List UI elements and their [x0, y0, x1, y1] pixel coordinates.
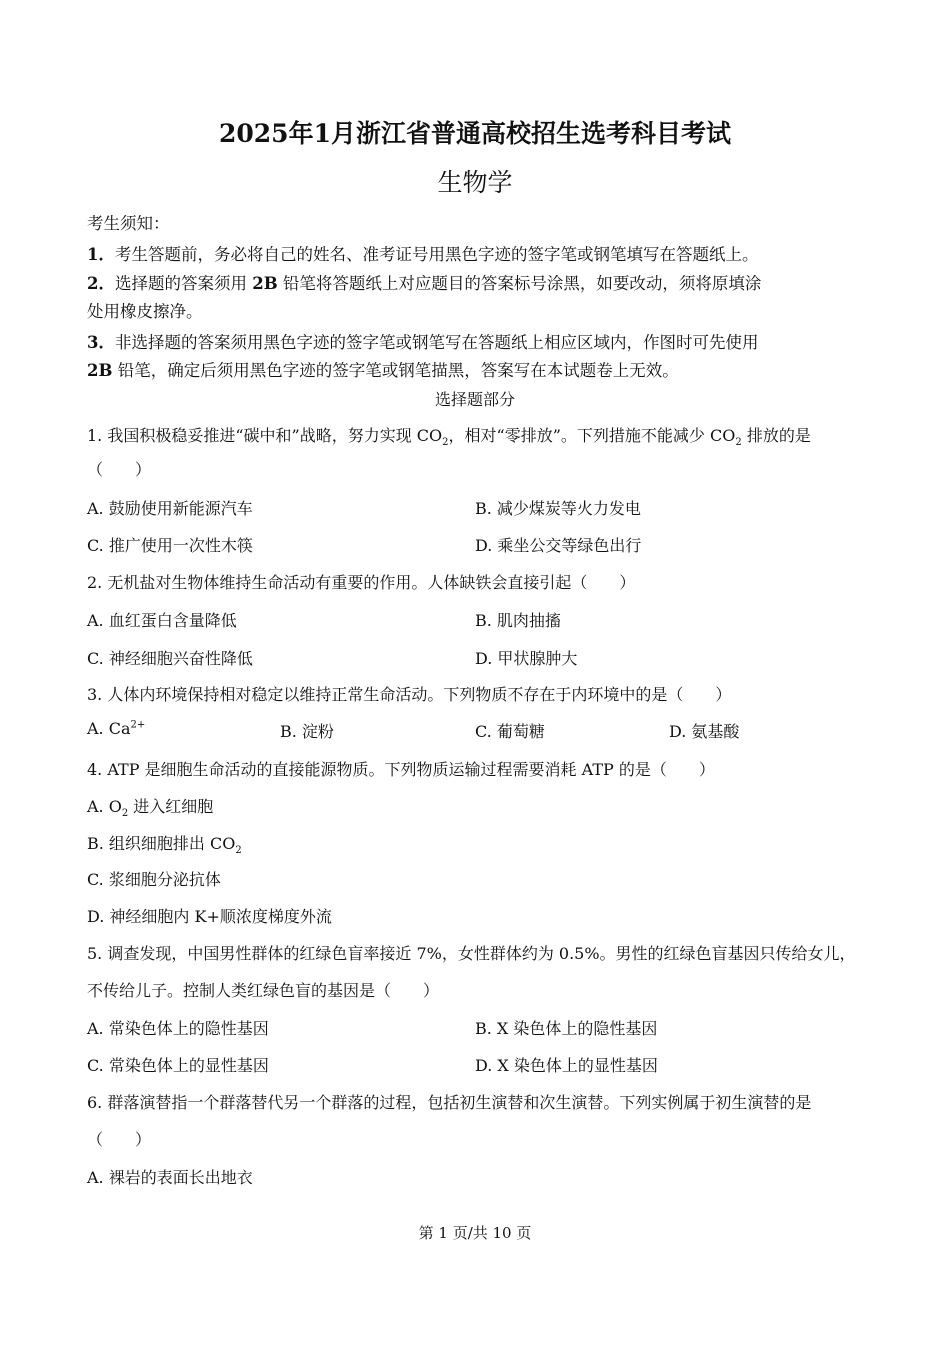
notice-item-2	[87, 270, 761, 294]
notice-item-3-number: 3．	[87, 333, 115, 352]
notice-item-3-text: 非选择题的答案须用黑色字迹的签字笔或钢笔写在答题纸上相应区域内，作图时可先使用	[114, 333, 759, 352]
notice-item-2-line-2: 处用橡皮擦净。	[87, 302, 203, 321]
notice-item-2-number: 2．	[87, 274, 115, 293]
question-4-option-a-sub: 2	[121, 808, 129, 820]
question-6-stem: 6. 群落演替指一个群落替代另一个群落的过程，包括初生演替和次生演替。下列实例属于初生演替的是	[87, 1093, 812, 1112]
question-3-option-c: C. 葡萄糖	[475, 722, 545, 741]
notice-item-1-number: 1．	[87, 245, 115, 264]
notice-item-2-text-b: 铅笔将答题纸上对应题目的答案标号涂黑，如要改动，须将原填涂	[282, 274, 762, 293]
question-3-option-d: D. 氨基酸	[669, 722, 740, 741]
question-2-option-b: B. 肌肉抽搐	[475, 611, 561, 630]
question-4-stem: 4. ATP 是细胞生命活动的直接能源物质。下列物质运输过程需要消耗 ATP 的是（ ）	[87, 760, 715, 779]
page-footer: 第 1 页/共 10 页	[418, 1224, 532, 1242]
question-1-option-c: C. 推广使用一次性木筷	[87, 536, 253, 555]
page-subtitle: 生物学	[437, 168, 513, 197]
question-4-option-b-text: B. 组织细胞排出 CO	[87, 834, 236, 853]
notice-item-3-line-2-text: 铅笔，确定后须用黑色字迹的签字笔或钢笔描黑，答案写在本试题卷上无效。	[117, 361, 679, 380]
question-4-option-a-tail: 进入红细胞	[128, 797, 214, 816]
question-3-option-b: B. 淀粉	[280, 722, 334, 741]
question-3-option-a	[87, 719, 145, 738]
notice-item-3-bold: 2B	[87, 361, 113, 380]
question-5-option-c: C. 常染色体上的显性基因	[87, 1056, 269, 1075]
question-4-option-c: C. 浆细胞分泌抗体	[87, 870, 221, 889]
question-2-option-d: D. 甲状腺肿大	[475, 649, 578, 668]
notice-item-1	[87, 241, 758, 265]
question-4-option-a	[87, 794, 213, 819]
notice-item-2-bold: 2B	[252, 274, 278, 293]
notice-item-2-text-a: 选择题的答案须用	[114, 274, 247, 293]
question-1-paren: （ ）	[87, 460, 152, 479]
question-1-sub-a: 2	[442, 437, 449, 449]
notice-item-1-text: 考生答题前，务必将自己的姓名、准考证号用黑色字迹的签字笔或钢笔填写在答题纸上。	[114, 245, 759, 264]
question-5-stem-line-2: 不传给儿子。控制人类红绿色盲的基因是（ ）	[87, 981, 440, 1000]
notice-heading: 考生须知：	[87, 214, 170, 233]
question-4-option-d: D. 神经细胞内 K+顺浓度梯度外流	[87, 907, 332, 926]
question-1-sub-b: 2	[735, 437, 742, 449]
question-4-option-a-text: A. O	[87, 797, 122, 816]
question-3-option-a-sup: 2+	[130, 719, 146, 731]
notice-item-3-line-2	[87, 357, 679, 381]
question-1-option-b: B. 减少煤炭等火力发电	[475, 499, 641, 518]
notice-item-3	[87, 329, 758, 353]
question-1-stem-a: 1. 我国积极稳妥推进“碳中和”战略，努力实现 CO	[87, 426, 443, 445]
question-4-option-b-sub: 2	[235, 845, 242, 857]
question-1-stem-c: 排放的是	[741, 426, 811, 445]
question-6-paren: （ ）	[87, 1130, 152, 1149]
question-5-option-d: D. X 染色体上的显性基因	[475, 1056, 658, 1075]
question-1-stem-b: ，相对“零排放”。下列措施不能减少 CO	[448, 426, 736, 445]
question-1-option-a: A. 鼓励使用新能源汽车	[87, 499, 253, 518]
page-title: 2025年1月浙江省普通高校招生选考科目考试	[219, 119, 731, 148]
question-5-option-b: B. X 染色体上的隐性基因	[475, 1019, 658, 1038]
question-3-stem: 3. 人体内环境保持相对稳定以维持正常生命活动。下列物质不存在于内环境中的是（ ）	[87, 685, 732, 704]
question-6-option-a: A. 裸岩的表面长出地衣	[87, 1168, 253, 1187]
question-2-stem: 2. 无机盐对生物体维持生命活动有重要的作用。人体缺铁会直接引起（ ）	[87, 573, 636, 592]
question-2-option-c: C. 神经细胞兴奋性降低	[87, 649, 253, 668]
question-3-option-a-text: A. Ca	[87, 719, 131, 738]
question-1-stem	[87, 423, 811, 448]
section-title: 选择题部分	[434, 390, 515, 409]
question-2-option-a: A. 血红蛋白含量降低	[87, 611, 237, 630]
question-4-option-b	[87, 831, 242, 856]
question-5-option-a: A. 常染色体上的隐性基因	[87, 1019, 269, 1038]
question-5-stem-line-1: 5. 调查发现，中国男性群体的红绿色盲率接近 7%，女性群体约为 0.5%。男性的红绿色盲基因只传给女儿，	[87, 944, 856, 963]
question-1-option-d: D. 乘坐公交等绿色出行	[475, 536, 642, 555]
